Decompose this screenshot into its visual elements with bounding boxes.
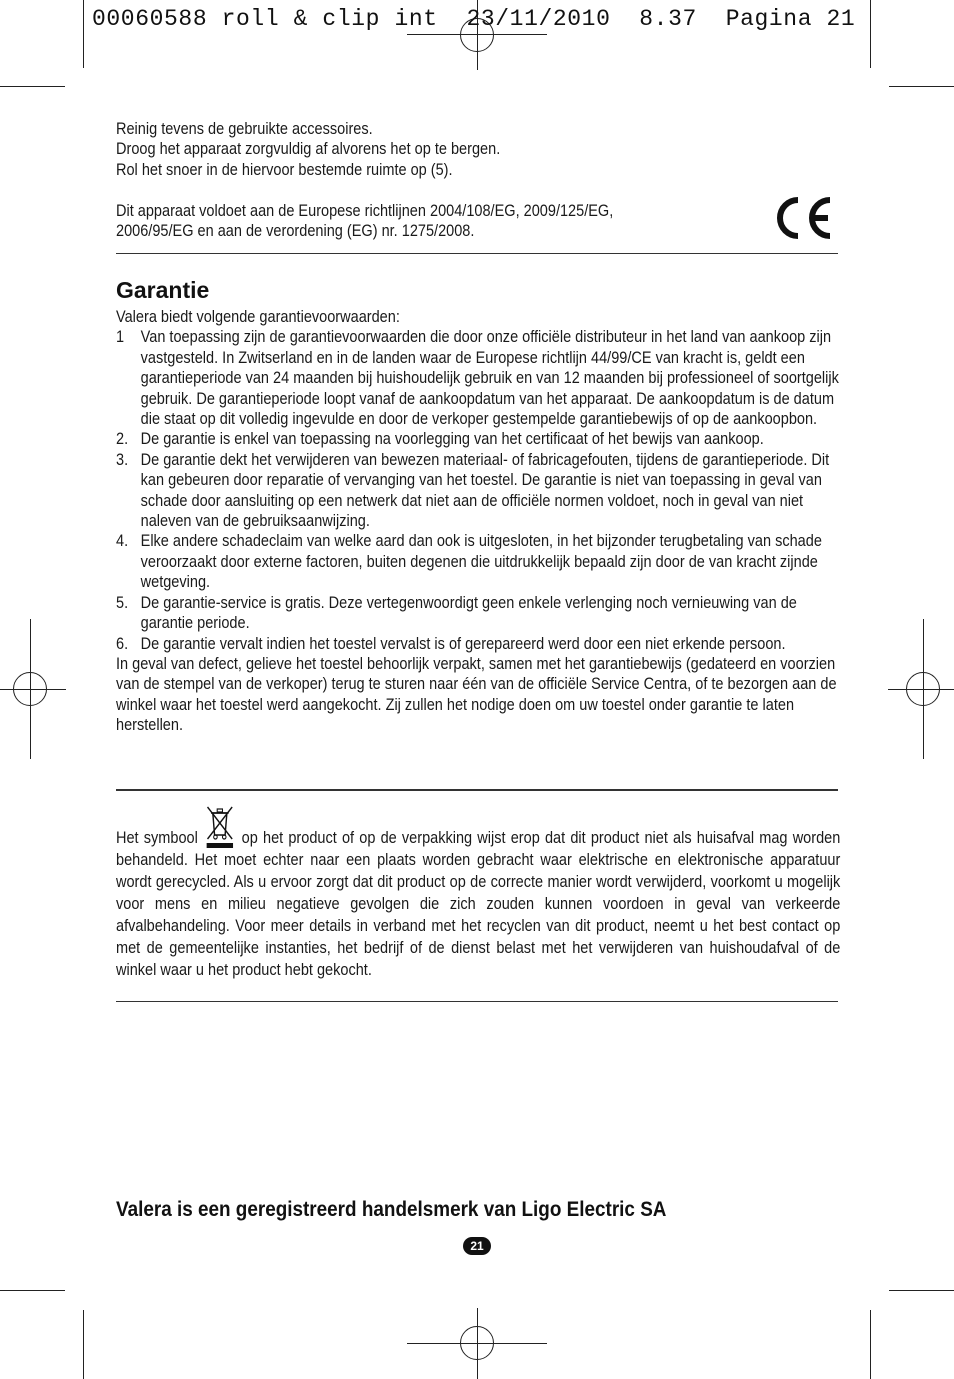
list-item-text: De garantie dekt het verwijderen van bewezen materiaal- of fabricagefouten, tijdens de garantieperiode. Dit kan gebeuren door reparatie of vervanging van het toestel. De garantie is niet van toepassing in geval van schade door aansluiting op een netwerk dat niet aan de officiële normen voldoet, noch in geval van niet naleven van de gebruiksaanwijzing. bbox=[140, 450, 830, 531]
list-item-number: 6. bbox=[116, 634, 129, 653]
list-item-text: De garantie vervalt indien het toestel vervalst is of gerepareerd werd door een niet erkende persoon. bbox=[140, 634, 786, 653]
care-line: Rol het snoer in de hiervoor bestemde ruimte op (5). bbox=[116, 160, 453, 179]
compliance-line: 2006/95/EG en aan de verordening (EG) nr. 1275/2008. bbox=[116, 222, 475, 241]
list-item bbox=[116, 450, 840, 532]
list-item bbox=[116, 429, 840, 449]
list-item-text: Elke andere schadeclaim van welke aard dan ook is uitgesloten, in het bijzonder terugbetaling van schade veroorzaakt door externe factoren, buiten degenen die uitdrukkelijk bepaald zijn door de van kracht zijnde wetgeving. bbox=[140, 532, 822, 592]
compliance-statement bbox=[116, 201, 756, 242]
list-item-text: Van toepassing zijn de garantievoorwaarden die door onze officiële distributeur in het land van aankoop zijn vastgesteld. In Zwitserland en in de landen waar de Europese richtlijn 44/99/CE van kracht is, geldt een garantieperiode van 24 maanden bij huishoudelijk gebruik en van 12 maanden bij professioneel of soortgelijk gebruik. De garantieperiode loopt vanaf de aankoopdatum van het apparaat. De aankoopdatum is de datum die staat op dit volledig ingevulde en door de verkoper gestempelde garantiebewijs of op de aankoopbon. bbox=[140, 328, 839, 429]
crop-mark bbox=[83, 1310, 84, 1379]
ce-mark-icon bbox=[776, 196, 838, 240]
list-item bbox=[116, 327, 840, 429]
section-divider bbox=[116, 789, 838, 791]
list-item-text: De garantie-service is gratis. Deze vertegenwoordigt geen enkele verlenging noch vernieuwing van de garantie periode. bbox=[140, 593, 797, 633]
care-line: Reinig tevens de gebruikte accessoires. bbox=[116, 120, 373, 138]
page-number-badge: 21 bbox=[463, 1237, 491, 1255]
disposal-notice bbox=[116, 805, 841, 981]
disposal-text bbox=[116, 805, 840, 981]
print-slug-header: 00060588 roll & clip int 23/11/2010 8.37 Pagina 21 bbox=[92, 6, 856, 32]
crop-mark bbox=[870, 0, 871, 68]
trademark-notice: Valera is een geregistreerd handelsmerk van Ligo Electric SA bbox=[116, 1198, 667, 1221]
crop-mark bbox=[0, 86, 65, 87]
warranty-body bbox=[116, 307, 840, 736]
crop-mark bbox=[889, 1290, 954, 1291]
list-item-number: 3. bbox=[116, 450, 129, 469]
warranty-heading: Garantie bbox=[116, 277, 210, 303]
crossed-out-wheelie-bin-icon bbox=[205, 805, 235, 849]
list-item bbox=[116, 531, 840, 592]
list-item-number: 5. bbox=[116, 593, 129, 612]
registration-mark bbox=[906, 672, 940, 706]
list-item bbox=[116, 593, 840, 634]
disposal-text-start: Het symbool bbox=[116, 829, 198, 847]
registration-mark bbox=[13, 672, 47, 706]
crop-mark bbox=[83, 0, 84, 68]
list-item-number: 1 bbox=[116, 328, 125, 347]
section-divider bbox=[116, 1001, 838, 1002]
warranty-intro: Valera biedt volgende garantievoorwaarden: bbox=[116, 308, 400, 326]
warranty-closing: In geval van defect, gelieve het toestel behoorlijk verpakt, samen met het garantiebewijs (gedateerd en voorzien van de stempel van de verkoper) terug te sturen naar één van de officiële Service Centra, of te bezorgen aan de winkel waar het toestel werd aangekocht. Zij zullen het nodige doen om uw toestel onder garantie te laten herstellen. bbox=[116, 654, 837, 735]
list-item bbox=[116, 634, 840, 654]
list-item-number: 4. bbox=[116, 532, 129, 551]
care-line: Droog het apparaat zorgvuldig af alvorens het op te bergen. bbox=[116, 140, 501, 159]
crop-mark bbox=[0, 1290, 65, 1291]
warranty-conditions-list bbox=[116, 327, 840, 654]
list-item-number: 2. bbox=[116, 430, 129, 449]
warranty-section bbox=[116, 307, 838, 736]
disposal-text-rest: op het product of op de verpakking wijst erop dat dit product niet als huisafval mag worden behandeld. Het moet echter naar een plaats worden gebracht waar elektrische en elektronische apparatuur wordt gerecycled. Als u ervoor zorgt dat dit product op de correcte manier wordt verwijderd, voorkomt u mogelijk voor mens en milieu negatieve gevolgen die zich zouden kunnen voordoen in geval van verkeerde afvalbehandeling. Voor meer details in verband met het recyclen van dit product, neemt u het best contact op met de gemeentelijke instanties, het bedrijf of de dienst belast met het verwijderen van huishoudafval of de winkel waar u het product hebt gekocht. bbox=[116, 829, 841, 979]
crop-mark bbox=[889, 86, 954, 87]
section-divider bbox=[116, 253, 838, 254]
list-item-text: De garantie is enkel van toepassing na voorlegging van het certificaat of het bewijs van aankoop. bbox=[140, 430, 764, 449]
compliance-line: Dit apparaat voldoet aan de Europese richtlijnen 2004/108/EG, 2009/125/EG, bbox=[116, 202, 614, 220]
registration-mark bbox=[460, 1326, 494, 1360]
care-instructions bbox=[116, 119, 838, 180]
crop-mark bbox=[870, 1310, 871, 1379]
